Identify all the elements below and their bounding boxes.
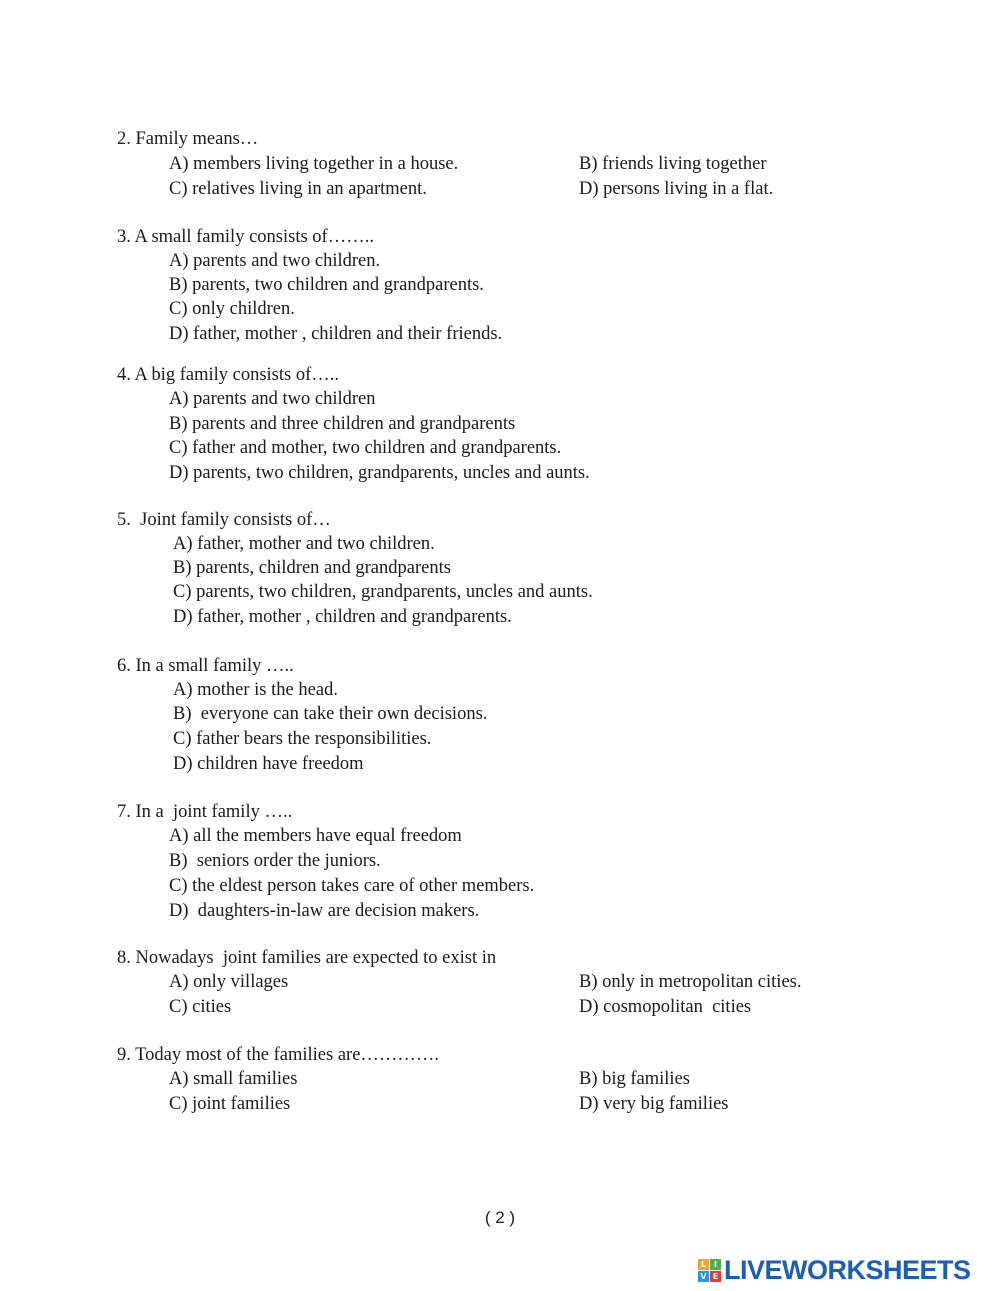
option-d: D) daughters-in-law are decision makers. [169,901,480,921]
logo-tile: V [698,1271,709,1282]
option-a: A) father, mother and two children. [173,534,435,554]
option-b: B) parents, two children and grandparents. [169,275,484,295]
question-stem: 4. A big family consists of….. [117,365,339,385]
option-c: C) cities [169,997,232,1017]
option-b: B) everyone can take their own decisions. [173,704,488,724]
option-d: D) cosmopolitan cities [579,997,752,1017]
option-b: B) friends living together [579,154,767,174]
option-a: A) only villages [169,972,289,992]
option-d: D) very big families [579,1094,729,1114]
option-d: D) persons living in a flat. [579,179,774,199]
question-stem: 7. In a joint family ….. [117,802,293,822]
logo-tile: E [710,1271,721,1282]
option-d: D) children have freedom [173,754,364,774]
question-stem: 9. Today most of the families are…………. [117,1045,440,1065]
option-c: C) father bears the responsibilities. [173,729,432,749]
logo-tile: L [698,1259,709,1270]
page-number: ( 2 ) [484,1208,516,1227]
question-stem: 3. A small family consists of…….. [117,227,374,247]
logo-text: LIVEWORKSHEETS [724,1254,971,1285]
question-stem: 2. Family means… [117,129,259,149]
option-a: A) mother is the head. [173,680,338,700]
option-d: D) father, mother , children and their friends. [169,324,503,344]
option-b: B) big families [579,1069,690,1089]
option-d: D) parents, two children, grandparents, uncles and aunts. [169,463,590,483]
option-b: B) seniors order the juniors. [169,851,381,871]
option-a: A) small families [169,1069,298,1089]
option-a: A) all the members have equal freedom [169,826,462,846]
option-d: D) father, mother , children and grandparents. [173,607,512,627]
option-c: C) the eldest person takes care of other members. [169,876,535,896]
option-b: B) parents and three children and grandparents [169,414,516,434]
liveworksheets-logo [698,1255,971,1285]
question-stem: 8. Nowadays joint families are expected to exist in [117,948,497,968]
option-a: A) members living together in a house. [169,154,459,174]
option-a: A) parents and two children [169,389,376,409]
question-stem: 5. Joint family consists of… [117,510,331,530]
option-b: B) parents, children and grandparents [173,558,451,578]
option-c: C) joint families [169,1094,291,1114]
option-c: C) parents, two children, grandparents, uncles and aunts. [173,582,593,602]
question-stem: 6. In a small family ….. [117,656,294,676]
option-c: C) only children. [169,299,295,319]
option-b: B) only in metropolitan cities. [579,972,802,992]
logo-tile: I [710,1259,721,1270]
option-c: C) relatives living in an apartment. [169,179,427,199]
option-a: A) parents and two children. [169,251,381,271]
logo-tiles-icon [698,1259,721,1282]
option-c: C) father and mother, two children and grandparents. [169,438,562,458]
